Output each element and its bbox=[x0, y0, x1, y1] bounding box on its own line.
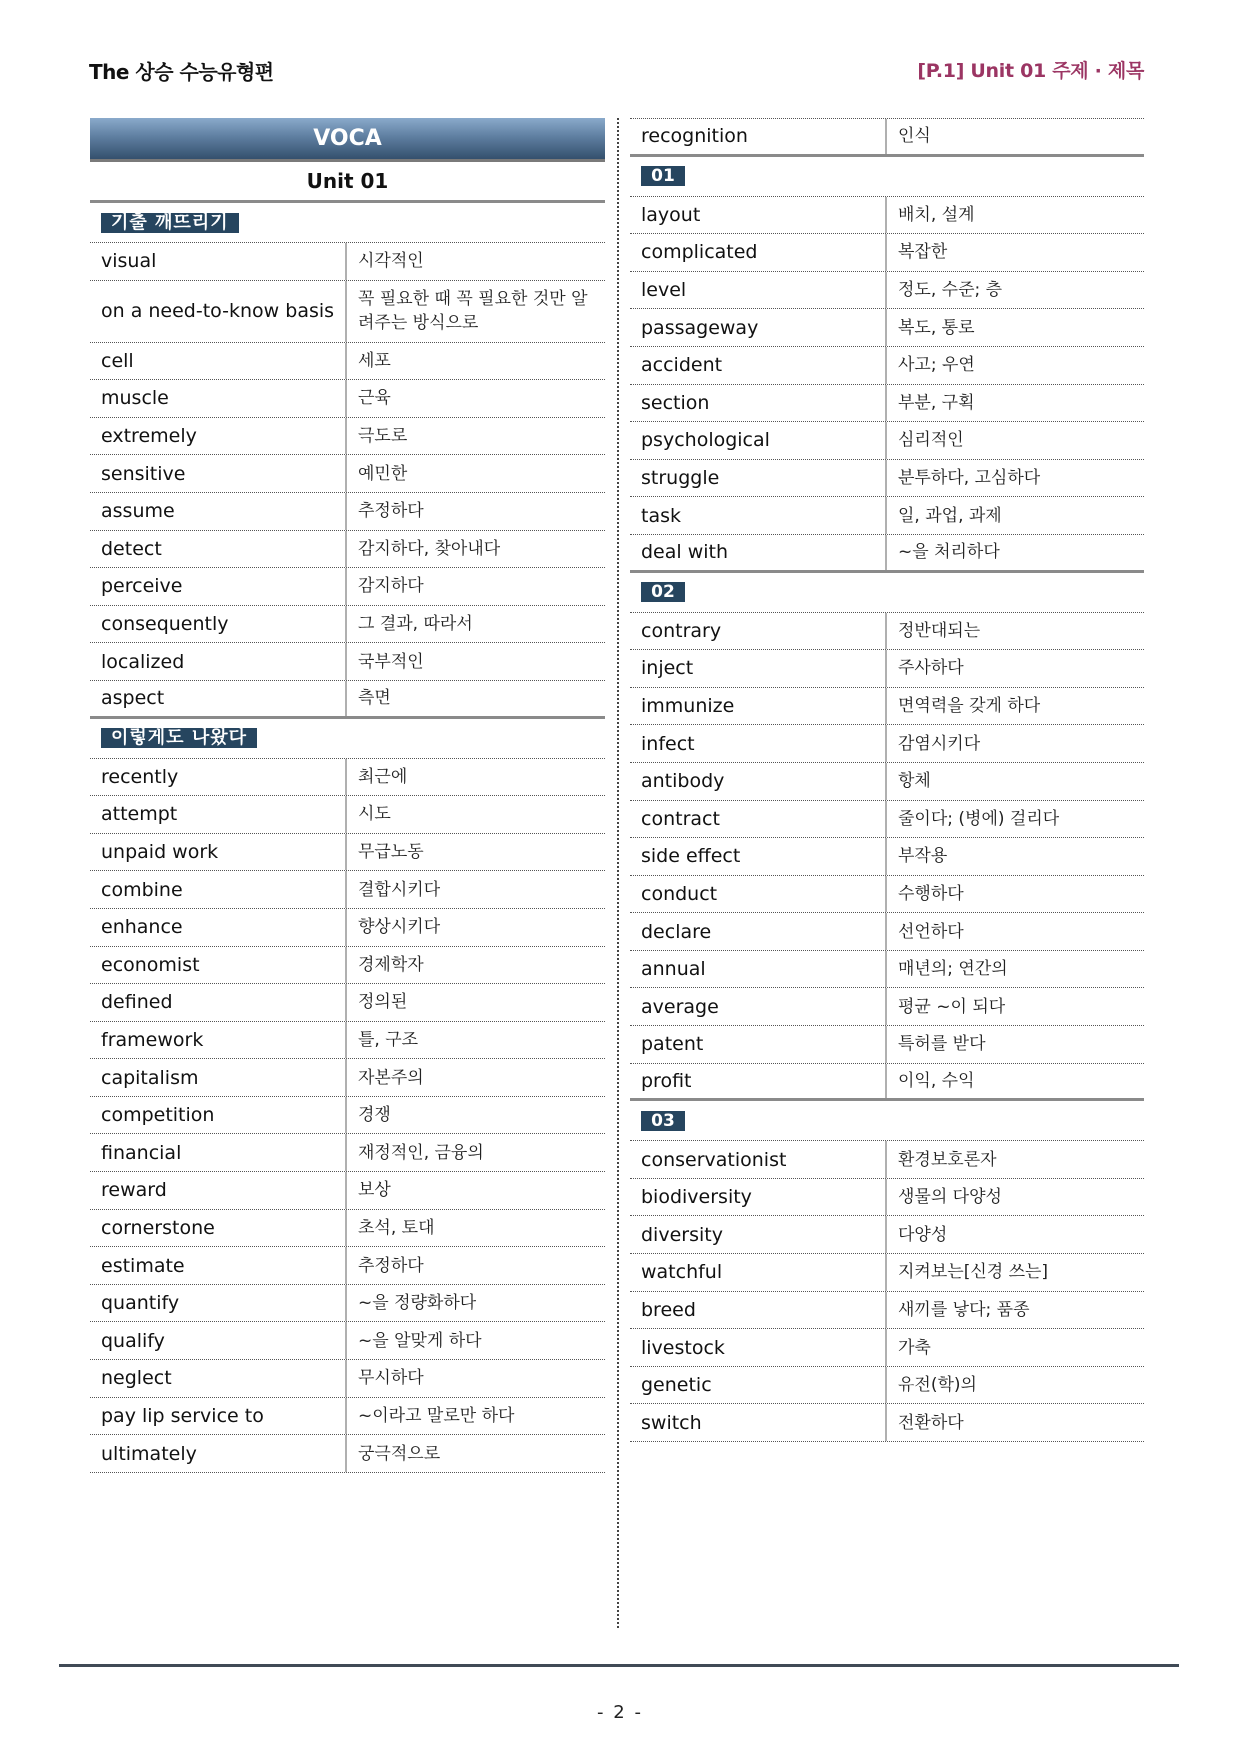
vocab-row bbox=[90, 1134, 605, 1172]
korean-meaning: 평균 ~이 되다 bbox=[898, 996, 1006, 1017]
english-term: quantify bbox=[90, 1285, 347, 1322]
english-term: antibody bbox=[630, 763, 887, 800]
vocab-row bbox=[90, 1398, 605, 1436]
english-term: capitalism bbox=[90, 1059, 347, 1096]
vocab-row bbox=[90, 281, 605, 343]
korean-meaning: 국부적인 bbox=[358, 651, 424, 672]
korean-meaning: 유전(학)의 bbox=[898, 1375, 977, 1396]
english-term: biodiversity bbox=[630, 1179, 887, 1216]
right-column bbox=[630, 118, 1144, 1442]
vocab-row bbox=[630, 272, 1144, 310]
english-term: perceive bbox=[90, 568, 347, 605]
vocab-row bbox=[90, 418, 605, 456]
english-term: detect bbox=[90, 531, 347, 568]
english-term: task bbox=[630, 497, 887, 534]
vocab-list-02 bbox=[630, 613, 1144, 1102]
vocab-row bbox=[90, 984, 605, 1022]
book-title: The 상승 수능유형편 bbox=[89, 60, 274, 84]
english-term: recently bbox=[90, 759, 347, 796]
korean-meaning: 이익, 수익 bbox=[898, 1070, 975, 1091]
korean-meaning: 인식 bbox=[898, 126, 931, 147]
korean-meaning: 가축 bbox=[898, 1337, 931, 1358]
vocab-row bbox=[90, 759, 605, 797]
vocab-row bbox=[90, 243, 605, 281]
vocab-row bbox=[630, 1329, 1144, 1367]
korean-meaning: ~을 정량화하다 bbox=[358, 1293, 477, 1314]
vocab-row bbox=[630, 650, 1144, 688]
vocab-row bbox=[90, 1285, 605, 1323]
english-term: framework bbox=[90, 1022, 347, 1059]
korean-meaning: 꼭 필요한 때 꼭 필요한 것만 알려주는 방식으로 bbox=[358, 289, 588, 334]
english-term: accident bbox=[630, 347, 887, 384]
korean-meaning: 궁극적으로 bbox=[358, 1443, 441, 1464]
korean-meaning: 그 결과, 따라서 bbox=[358, 614, 473, 635]
english-term: consequently bbox=[90, 606, 347, 643]
korean-meaning: 시도 bbox=[358, 804, 391, 825]
korean-meaning: 시각적인 bbox=[358, 251, 424, 272]
vocab-row bbox=[90, 343, 605, 381]
vocab-row bbox=[90, 796, 605, 834]
korean-meaning: 정반대되는 bbox=[898, 620, 981, 641]
vocab-row bbox=[90, 834, 605, 872]
english-term: estimate bbox=[90, 1247, 347, 1284]
english-term: extremely bbox=[90, 418, 347, 455]
section-header-ireotgedo bbox=[90, 719, 605, 759]
english-term: unpaid work bbox=[90, 834, 347, 871]
english-term: muscle bbox=[90, 380, 347, 417]
korean-meaning: 매년의; 연간의 bbox=[898, 959, 1008, 980]
page-reference: [P.1] Unit 01 주제 · 제목 bbox=[917, 60, 1144, 82]
korean-meaning: 무급노동 bbox=[358, 842, 424, 863]
vocab-row bbox=[630, 422, 1144, 460]
vocab-row bbox=[630, 234, 1144, 272]
vocab-row bbox=[630, 347, 1144, 385]
section-number-tag: 03 bbox=[641, 1111, 685, 1131]
korean-meaning: 선언하다 bbox=[898, 921, 964, 942]
english-term: localized bbox=[90, 643, 347, 680]
vocab-row bbox=[90, 681, 605, 719]
vocab-list-01 bbox=[630, 197, 1144, 573]
english-term: annual bbox=[630, 951, 887, 988]
korean-meaning: 근육 bbox=[358, 388, 391, 409]
vocab-row bbox=[630, 385, 1144, 423]
korean-meaning: 감염시키다 bbox=[898, 733, 981, 754]
korean-meaning: 분투하다, 고심하다 bbox=[898, 468, 1041, 489]
english-term: aspect bbox=[90, 681, 347, 716]
vocab-row bbox=[90, 1097, 605, 1135]
korean-meaning: 사고; 우연 bbox=[898, 355, 975, 376]
english-term: competition bbox=[90, 1097, 347, 1134]
english-term: pay lip service to bbox=[90, 1398, 347, 1435]
vocab-row bbox=[630, 535, 1144, 573]
korean-meaning: 항체 bbox=[898, 771, 931, 792]
english-term: patent bbox=[630, 1026, 887, 1063]
english-term: enhance bbox=[90, 909, 347, 946]
english-term: immunize bbox=[630, 688, 887, 725]
korean-meaning: 생물의 다양성 bbox=[898, 1187, 1002, 1208]
english-term: declare bbox=[630, 913, 887, 950]
section-number-tag: 01 bbox=[641, 166, 685, 186]
korean-meaning: 향상시키다 bbox=[358, 917, 441, 938]
korean-meaning: 다양성 bbox=[898, 1224, 948, 1245]
vocab-row bbox=[630, 1026, 1144, 1064]
korean-meaning: 초석, 토대 bbox=[358, 1217, 435, 1238]
korean-meaning: 경쟁 bbox=[358, 1105, 391, 1126]
page-number: - 2 - bbox=[597, 1702, 643, 1723]
english-term: recognition bbox=[630, 119, 887, 154]
english-term: switch bbox=[630, 1404, 887, 1441]
vocab-row bbox=[630, 1404, 1144, 1442]
vocab-list-ireotgedo bbox=[90, 759, 605, 1473]
english-term: diversity bbox=[630, 1216, 887, 1253]
voca-banner: VOCA bbox=[90, 118, 605, 162]
english-term: qualify bbox=[90, 1322, 347, 1359]
section-header-01 bbox=[630, 157, 1144, 197]
english-term: cell bbox=[90, 343, 347, 380]
korean-meaning: 전환하다 bbox=[898, 1412, 964, 1433]
english-term: deal with bbox=[630, 535, 887, 570]
english-term: contract bbox=[630, 801, 887, 838]
korean-meaning: 일, 과업, 과제 bbox=[898, 505, 1002, 526]
korean-meaning: 감지하다 bbox=[358, 576, 424, 597]
vocab-row bbox=[630, 497, 1144, 535]
vocab-row bbox=[90, 643, 605, 681]
english-term: side effect bbox=[630, 838, 887, 875]
korean-meaning: 세포 bbox=[358, 350, 391, 371]
vocab-row bbox=[90, 871, 605, 909]
korean-meaning: 무시하다 bbox=[358, 1368, 424, 1389]
korean-meaning: 최근에 bbox=[358, 766, 408, 787]
korean-meaning: 줄이다; (병에) 걸리다 bbox=[898, 808, 1060, 829]
vocab-row bbox=[630, 1367, 1144, 1405]
section-tag: 기출 깨뜨리기 bbox=[101, 213, 239, 233]
vocab-list-gichul bbox=[90, 243, 605, 719]
english-term: passageway bbox=[630, 309, 887, 346]
vocab-row bbox=[90, 493, 605, 531]
korean-meaning: 부작용 bbox=[898, 846, 948, 867]
english-term: visual bbox=[90, 243, 347, 280]
vocab-row bbox=[630, 801, 1144, 839]
unit-title: Unit 01 bbox=[90, 162, 605, 203]
vocab-row bbox=[90, 380, 605, 418]
vocab-row bbox=[630, 876, 1144, 914]
korean-meaning: 배치, 설계 bbox=[898, 204, 975, 225]
english-term: inject bbox=[630, 650, 887, 687]
vocab-row bbox=[630, 725, 1144, 763]
english-term: cornerstone bbox=[90, 1210, 347, 1247]
korean-meaning: 면역력을 갖게 하다 bbox=[898, 696, 1041, 717]
column-divider bbox=[617, 118, 619, 1628]
vocab-row bbox=[90, 1322, 605, 1360]
english-term: defined bbox=[90, 984, 347, 1021]
english-term: complicated bbox=[630, 234, 887, 271]
section-number-tag: 02 bbox=[641, 582, 685, 602]
english-term: profit bbox=[630, 1064, 887, 1099]
vocab-row bbox=[630, 309, 1144, 347]
vocab-row bbox=[90, 909, 605, 947]
vocab-row bbox=[90, 606, 605, 644]
english-term: layout bbox=[630, 197, 887, 234]
vocab-row bbox=[90, 455, 605, 493]
vocab-row bbox=[90, 947, 605, 985]
section-header-gichul bbox=[90, 203, 605, 243]
vocab-row bbox=[630, 913, 1144, 951]
english-term: contrary bbox=[630, 613, 887, 650]
korean-meaning: ~을 알맞게 하다 bbox=[358, 1330, 482, 1351]
vocab-row bbox=[630, 1254, 1144, 1292]
vocab-row bbox=[630, 197, 1144, 235]
korean-meaning: 지켜보는[신경 쓰는] bbox=[898, 1262, 1049, 1283]
korean-meaning: 예민한 bbox=[358, 463, 408, 484]
korean-meaning: ~이라고 말로만 하다 bbox=[358, 1405, 515, 1426]
vocab-row bbox=[90, 1022, 605, 1060]
section-header-03 bbox=[630, 1101, 1144, 1141]
vocab-row bbox=[630, 688, 1144, 726]
korean-meaning: 부분, 구획 bbox=[898, 392, 975, 413]
korean-meaning: 자본주의 bbox=[358, 1067, 424, 1088]
vocab-row bbox=[90, 1247, 605, 1285]
section-header-02 bbox=[630, 573, 1144, 613]
korean-meaning: 수행하다 bbox=[898, 883, 964, 904]
english-term: struggle bbox=[630, 460, 887, 497]
vocab-row bbox=[630, 1292, 1144, 1330]
english-term: psychological bbox=[630, 422, 887, 459]
vocab-row bbox=[90, 1360, 605, 1398]
english-term: sensitive bbox=[90, 455, 347, 492]
vocab-list-continued bbox=[630, 119, 1144, 157]
vocab-row bbox=[630, 460, 1144, 498]
korean-meaning: 환경보호론자 bbox=[898, 1149, 997, 1170]
vocab-row bbox=[630, 119, 1144, 157]
korean-meaning: 주사하다 bbox=[898, 658, 964, 679]
vocab-row bbox=[90, 1210, 605, 1248]
vocab-row bbox=[630, 1216, 1144, 1254]
vocab-row bbox=[630, 951, 1144, 989]
english-term: infect bbox=[630, 725, 887, 762]
english-term: ultimately bbox=[90, 1435, 347, 1472]
english-term: conduct bbox=[630, 876, 887, 913]
korean-meaning: 추정하다 bbox=[358, 1255, 424, 1276]
korean-meaning: 정도, 수준; 층 bbox=[898, 280, 1003, 301]
english-term: assume bbox=[90, 493, 347, 530]
vocab-row bbox=[630, 613, 1144, 651]
vocab-row bbox=[630, 1141, 1144, 1179]
vocab-row bbox=[90, 568, 605, 606]
english-term: breed bbox=[630, 1292, 887, 1329]
korean-meaning: 결합시키다 bbox=[358, 879, 441, 900]
korean-meaning: 경제학자 bbox=[358, 954, 424, 975]
vocab-row bbox=[630, 763, 1144, 801]
english-term: attempt bbox=[90, 796, 347, 833]
korean-meaning: 틀, 구조 bbox=[358, 1029, 419, 1050]
left-column bbox=[90, 118, 605, 1473]
footer-rule bbox=[59, 1664, 1179, 1667]
english-term: combine bbox=[90, 871, 347, 908]
vocab-row bbox=[90, 1435, 605, 1473]
vocab-row bbox=[90, 1059, 605, 1097]
section-tag: 이렇게도 나왔다 bbox=[101, 728, 257, 748]
english-term: section bbox=[630, 385, 887, 422]
english-term: genetic bbox=[630, 1367, 887, 1404]
vocab-row bbox=[630, 838, 1144, 876]
korean-meaning: 정의된 bbox=[358, 992, 408, 1013]
korean-meaning: 보상 bbox=[358, 1180, 391, 1201]
korean-meaning: 극도로 bbox=[358, 426, 408, 447]
english-term: average bbox=[630, 988, 887, 1025]
korean-meaning: 추정하다 bbox=[358, 501, 424, 522]
english-term: neglect bbox=[90, 1360, 347, 1397]
korean-meaning: 새끼를 낳다; 품종 bbox=[898, 1299, 1030, 1320]
korean-meaning: 심리적인 bbox=[898, 430, 964, 451]
vocab-row bbox=[630, 988, 1144, 1026]
korean-meaning: 감지하다, 찾아내다 bbox=[358, 538, 501, 559]
english-term: economist bbox=[90, 947, 347, 984]
korean-meaning: 복도, 통로 bbox=[898, 317, 975, 338]
english-term: conservationist bbox=[630, 1141, 887, 1178]
korean-meaning: 복잡한 bbox=[898, 242, 948, 263]
vocab-row bbox=[90, 1172, 605, 1210]
korean-meaning: 측면 bbox=[358, 688, 391, 709]
english-term: on a need-to-know basis bbox=[90, 281, 347, 342]
vocab-list-03 bbox=[630, 1141, 1144, 1442]
korean-meaning: 특허를 받다 bbox=[898, 1034, 986, 1055]
english-term: level bbox=[630, 272, 887, 309]
english-term: financial bbox=[90, 1134, 347, 1171]
vocab-row bbox=[630, 1179, 1144, 1217]
korean-meaning: 재정적인, 금융의 bbox=[358, 1142, 484, 1163]
english-term: livestock bbox=[630, 1329, 887, 1366]
vocab-row bbox=[90, 531, 605, 569]
vocab-row bbox=[630, 1064, 1144, 1102]
english-term: watchful bbox=[630, 1254, 887, 1291]
korean-meaning: ~을 처리하다 bbox=[898, 542, 1000, 563]
english-term: reward bbox=[90, 1172, 347, 1209]
